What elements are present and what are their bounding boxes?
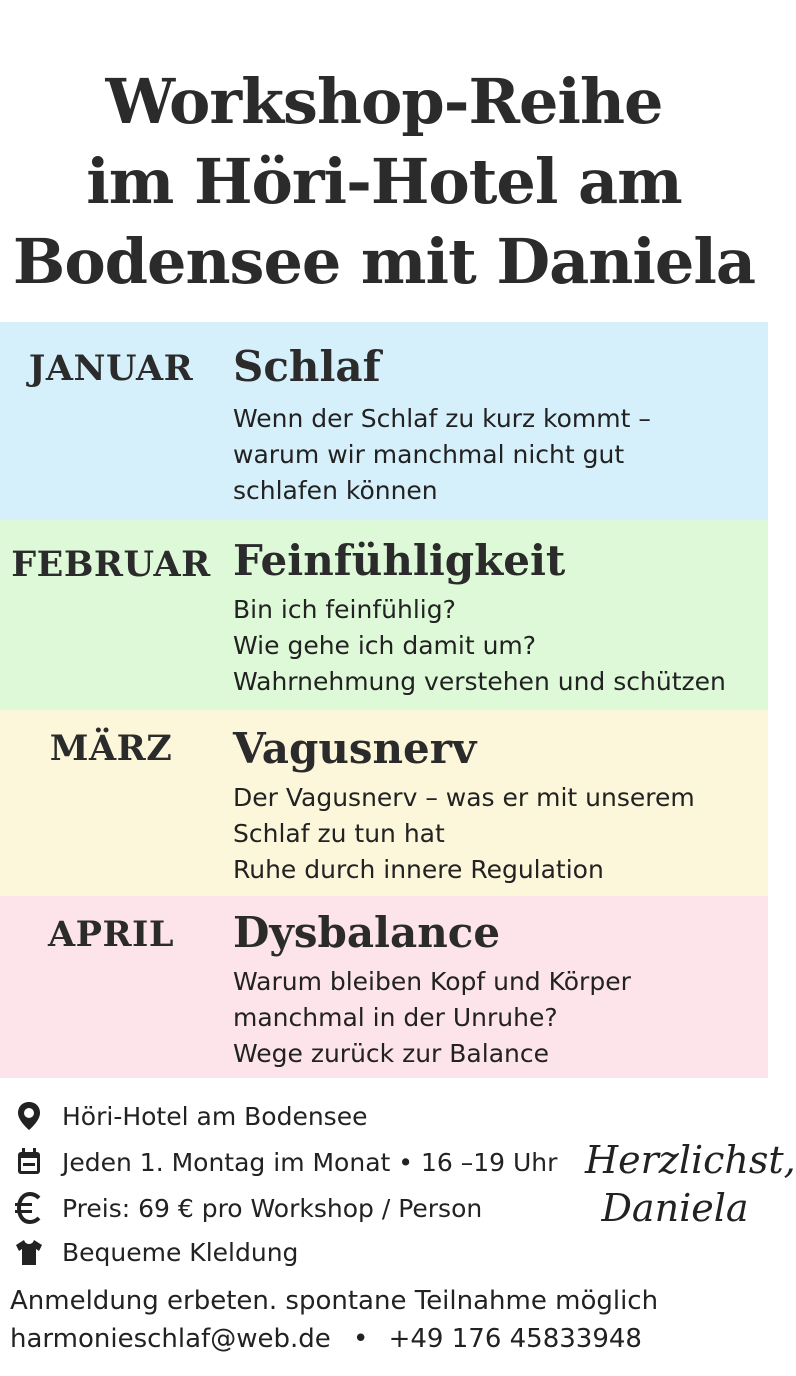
info-clothing — [14, 1232, 298, 1272]
info-price — [14, 1188, 482, 1228]
workshop-march — [0, 710, 768, 896]
description-line: manchmal in der Unruhe? — [233, 1003, 558, 1032]
tshirt-icon — [14, 1237, 44, 1267]
contact-phone[interactable]: +49 176 45833948 — [388, 1324, 642, 1354]
description-line: Bin ich feinfühlig? — [233, 595, 456, 624]
signature-name: Daniela — [601, 1186, 749, 1230]
clothing-text: Bequeme Kleldung — [62, 1237, 299, 1267]
title-line-3: Bodensee mit Daniela — [12, 225, 756, 298]
workshop-february — [0, 520, 768, 710]
description-line: Wege zurück zur Balance — [233, 1039, 549, 1068]
euro-icon — [14, 1193, 44, 1223]
title-line-1: Workshop-Reihe — [105, 65, 663, 138]
description-line: Ruhe durch innere Regulation — [233, 855, 604, 884]
month-label: MÄRZ — [49, 728, 173, 769]
description-line: Der Vagusnerv – was er mit unserem — [233, 783, 695, 812]
month-label: APRIL — [47, 914, 175, 955]
workshop-january — [0, 322, 768, 520]
month-label: JANUAR — [28, 348, 194, 389]
info-schedule — [14, 1142, 557, 1182]
description-line: Schlaf zu tun hat — [233, 819, 445, 848]
info-location — [14, 1096, 367, 1136]
description-line: Wie gehe ich damit um? — [233, 631, 537, 660]
description-line: Wahrnehmung verstehen und schützen — [233, 667, 726, 696]
registration-note: Anmeldung erbeten. spontane Teilnahme möglich — [10, 1286, 659, 1316]
workshop-april — [0, 896, 768, 1078]
topic-title: Schlaf — [233, 342, 381, 391]
signature-greeting: Herzlichst, — [585, 1138, 796, 1182]
topic-title: Vagusnerv — [233, 724, 477, 773]
topic-description — [233, 964, 763, 1072]
location-pin-icon — [14, 1101, 44, 1131]
schedule-text: Jeden 1. Montag im Monat • 16 –19 Uhr — [62, 1147, 558, 1177]
price-text: Preis: 69 € pro Workshop / Person — [62, 1193, 483, 1223]
topic-title: Dysbalance — [233, 908, 501, 957]
contact-separator: • — [353, 1324, 369, 1354]
contact-line — [10, 1324, 760, 1354]
topic-description — [233, 592, 763, 700]
description-line: Warum bleiben Kopf und Körper — [233, 967, 631, 996]
description-line: Wenn der Schlaf zu kurz kommt – — [233, 404, 651, 433]
topic-description — [233, 780, 763, 888]
calendar-icon — [14, 1147, 44, 1177]
page-title — [0, 62, 768, 302]
signature — [585, 1136, 796, 1232]
topic-description — [233, 401, 763, 509]
title-line-2: im Höri-Hotel am — [86, 145, 682, 218]
description-line: warum wir manchmal nicht gut — [233, 440, 625, 469]
contact-email[interactable]: harmonieschlaf@web.de — [10, 1324, 331, 1354]
topic-title: Feinfühligkeit — [233, 536, 566, 585]
description-line: schlafen können — [233, 476, 438, 505]
location-text: Höri-Hotel am Bodensee — [62, 1101, 368, 1131]
month-label: FEBRUAR — [11, 544, 211, 585]
